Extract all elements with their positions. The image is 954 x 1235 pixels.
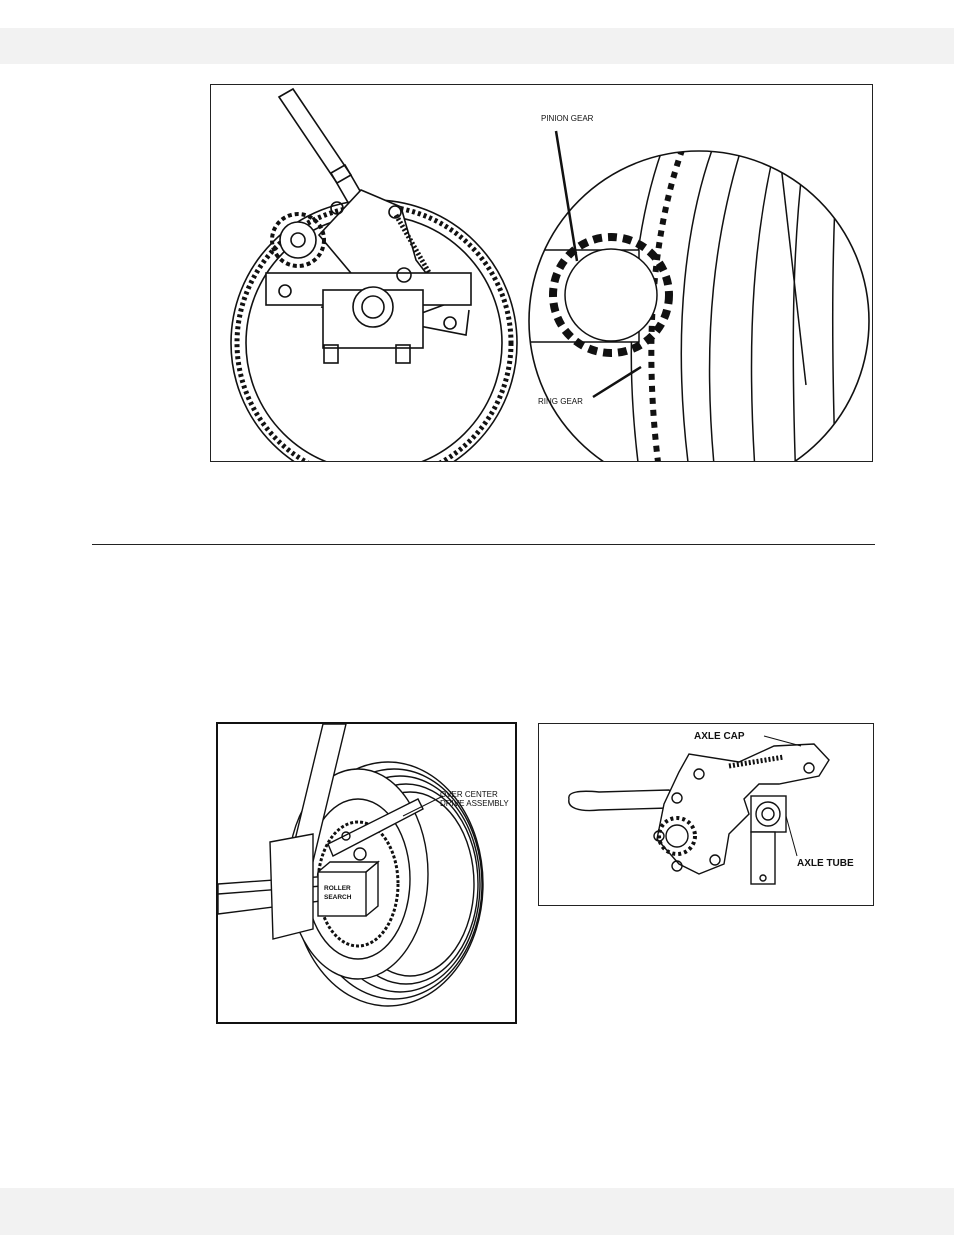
pinion-gear-label: PINION GEAR — [541, 114, 594, 123]
axle-tube-label: AXLE TUBE — [797, 858, 854, 869]
over-center-label-line1: OVER CENTER — [440, 790, 498, 799]
gear-assembly-figure — [210, 84, 873, 462]
footer-band — [0, 1188, 954, 1235]
axle-figure — [538, 723, 874, 906]
header-band — [0, 28, 954, 64]
decal-text-line1: ROLLER — [324, 885, 351, 892]
ring-gear-label: RING GEAR — [538, 397, 583, 406]
axle-illustration — [539, 724, 873, 905]
gear-assembly-illustration — [211, 85, 872, 461]
decal-text-line2: SEARCH — [324, 894, 352, 901]
wheel-drive-illustration — [218, 724, 515, 1022]
section-divider — [92, 544, 875, 545]
wheel-drive-figure — [216, 722, 517, 1024]
axle-cap-label: AXLE CAP — [694, 731, 745, 742]
over-center-label-line2: DRIVE ASSEMBLY — [440, 799, 509, 808]
